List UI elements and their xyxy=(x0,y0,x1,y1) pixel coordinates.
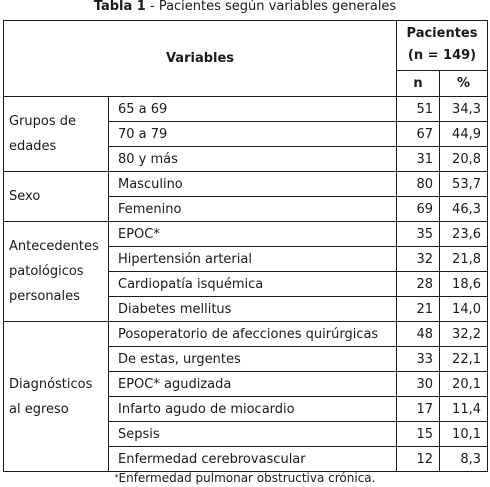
item-cell: Sepsis xyxy=(109,422,397,447)
pct-cell: 14,0 xyxy=(440,297,488,322)
pct-cell: 8,3 xyxy=(440,447,488,472)
n-cell: 48 xyxy=(397,322,440,347)
n-cell: 17 xyxy=(397,397,440,422)
n-cell: 30 xyxy=(397,372,440,397)
item-cell: De estas, urgentes xyxy=(109,347,397,372)
pct-header: % xyxy=(440,70,488,96)
variables-header: Variables xyxy=(4,21,397,97)
pct-cell: 11,4 xyxy=(440,397,488,422)
pct-cell: 32,2 xyxy=(440,322,488,347)
pct-cell: 23,6 xyxy=(440,222,488,247)
footnote-mark: * xyxy=(114,473,119,482)
patients-table xyxy=(3,20,488,472)
group-label: Antecedentes patológicos personales xyxy=(4,222,109,322)
n-cell: 69 xyxy=(397,197,440,222)
n-cell: 12 xyxy=(397,447,440,472)
item-cell: Infarto agudo de miocardio xyxy=(109,397,397,422)
item-cell: Femenino xyxy=(109,197,397,222)
item-cell: Masculino xyxy=(109,172,397,197)
n-cell: 15 xyxy=(397,422,440,447)
pacientes-label: Pacientes xyxy=(406,26,478,42)
pct-cell: 34,3 xyxy=(440,97,488,122)
n-cell: 33 xyxy=(397,347,440,372)
item-cell: Posoperatorio de afecciones quirúrgicas xyxy=(109,322,397,347)
n-cell: 31 xyxy=(397,147,440,172)
pct-cell: 53,7 xyxy=(440,172,488,197)
pacientes-total: (n = 149) xyxy=(407,48,477,64)
pct-cell: 20,8 xyxy=(440,147,488,172)
item-cell: Enfermedad cerebrovascular xyxy=(109,447,397,472)
pct-cell: 10,1 xyxy=(440,422,488,447)
pct-cell: 20,1 xyxy=(440,372,488,397)
item-cell: EPOC* agudizada xyxy=(109,372,397,397)
table-body xyxy=(4,97,488,472)
table-row xyxy=(4,222,488,247)
pct-cell: 46,3 xyxy=(440,197,488,222)
n-cell: 67 xyxy=(397,122,440,147)
n-cell: 80 xyxy=(397,172,440,197)
n-cell: 35 xyxy=(397,222,440,247)
table-row xyxy=(4,172,488,197)
item-cell: 70 a 79 xyxy=(109,122,397,147)
n-cell: 32 xyxy=(397,247,440,272)
caption-text: - Pacientes según variables generales xyxy=(145,0,397,14)
group-label: Sexo xyxy=(4,172,109,222)
item-cell: Diabetes mellitus xyxy=(109,297,397,322)
n-cell: 28 xyxy=(397,272,440,297)
n-cell: 51 xyxy=(397,97,440,122)
item-cell: 65 a 69 xyxy=(109,97,397,122)
n-header: n xyxy=(397,70,440,96)
item-cell: 80 y más xyxy=(109,147,397,172)
caption-label: Tabla 1 xyxy=(93,0,146,14)
pct-cell: 22,1 xyxy=(440,347,488,372)
footnote-text: Enfermedad pulmonar obstructiva crónica. xyxy=(118,471,376,485)
item-cell: Hipertensión arterial xyxy=(109,247,397,272)
pct-cell: 18,6 xyxy=(440,272,488,297)
footnote xyxy=(0,471,490,485)
table-row xyxy=(4,97,488,122)
pct-cell: 44,9 xyxy=(440,122,488,147)
item-cell: EPOC* xyxy=(109,222,397,247)
item-cell: Cardiopatía isquémica xyxy=(109,272,397,297)
group-label: Grupos de edades xyxy=(4,97,109,172)
table-row xyxy=(4,322,488,347)
group-label: Diagnósticos al egreso xyxy=(4,322,109,472)
pct-cell: 21,8 xyxy=(440,247,488,272)
table-caption xyxy=(0,0,490,16)
pacientes-header xyxy=(397,21,488,71)
n-cell: 21 xyxy=(397,297,440,322)
